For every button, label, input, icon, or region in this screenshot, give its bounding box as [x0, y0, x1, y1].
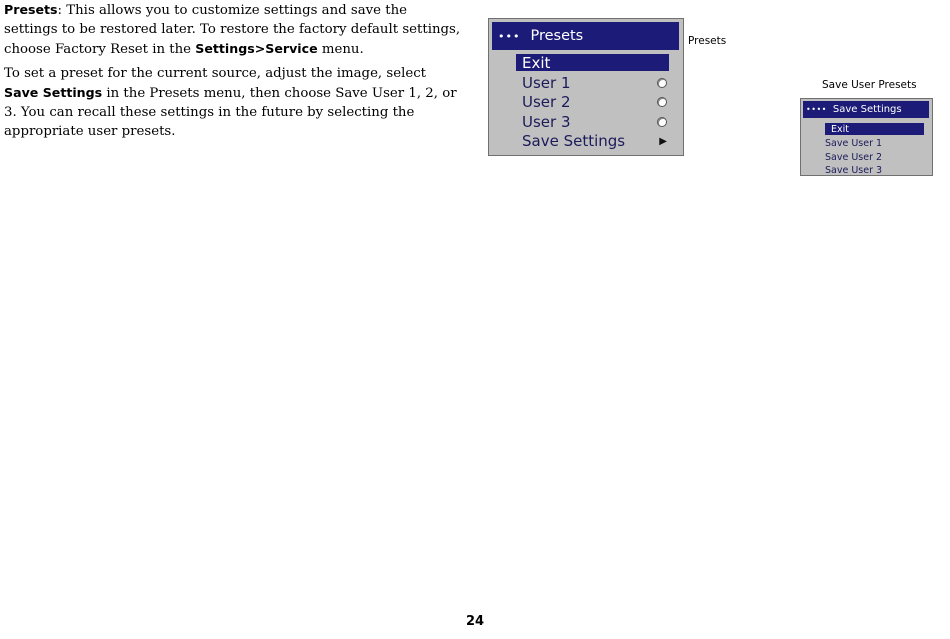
presets-text-1: : This allows you to customize settings and save the settings to be restored later. To restore the factory default settings, choose Factory Reset in the: [4, 3, 461, 57]
menu-dots-icon: •••: [498, 29, 521, 43]
save-menu-title-bar: [803, 101, 929, 118]
user-2-label: User 2: [522, 93, 571, 112]
settings-service-path: Settings>Service: [195, 41, 318, 56]
menu-dots-icon: ••••: [806, 105, 827, 114]
presets-user-3-item[interactable]: [492, 112, 679, 132]
presets-exit-label: Exit: [522, 53, 551, 72]
submenu-arrow-icon: ▶: [659, 135, 667, 147]
save-text-1: To set a preset for the current source, adjust the image, select: [4, 66, 426, 81]
presets-menu: [488, 18, 684, 156]
save-preset-description: [4, 64, 464, 141]
radio-icon: [657, 117, 667, 127]
presets-text-2: menu.: [317, 42, 364, 57]
save-user-3-item[interactable]: [803, 164, 929, 178]
presets-save-settings-item[interactable]: [492, 132, 679, 152]
save-menu-title: Save Settings: [832, 104, 902, 115]
page-number: 24: [465, 614, 485, 629]
save-user-2-label: Save User 2: [825, 151, 883, 163]
presets-user-1-item[interactable]: [492, 73, 679, 93]
presets-caption: Presets: [688, 35, 727, 47]
save-exit-label: Exit: [831, 123, 849, 135]
radio-icon: [657, 78, 667, 88]
save-settings-label: Save Settings: [522, 132, 626, 151]
save-user-3-label: Save User 3: [825, 165, 883, 177]
user-1-label: User 1: [522, 73, 571, 92]
radio-icon: [657, 97, 667, 107]
save-user-1-item[interactable]: [803, 137, 929, 151]
presets-menu-title-bar: [492, 22, 679, 50]
presets-menu-title: Presets: [530, 28, 584, 44]
save-user-1-label: Save User 1: [825, 138, 883, 150]
presets-description: [4, 0, 464, 59]
presets-exit-item[interactable]: [516, 54, 669, 71]
save-user-2-item[interactable]: [803, 151, 929, 165]
save-settings-term: Save Settings: [4, 85, 103, 100]
save-settings-menu: [800, 98, 933, 176]
save-exit-item[interactable]: [825, 123, 924, 135]
save-user-presets-caption: Save User Presets: [822, 79, 917, 91]
save-text-2: in the Presets menu, then choose Save User 1, 2, or 3. You can recall these settings in the future by selecting the appropriate user presets.: [4, 86, 457, 139]
presets-term: Presets: [4, 2, 58, 17]
user-3-label: User 3: [522, 112, 571, 131]
presets-user-2-item[interactable]: [492, 93, 679, 113]
